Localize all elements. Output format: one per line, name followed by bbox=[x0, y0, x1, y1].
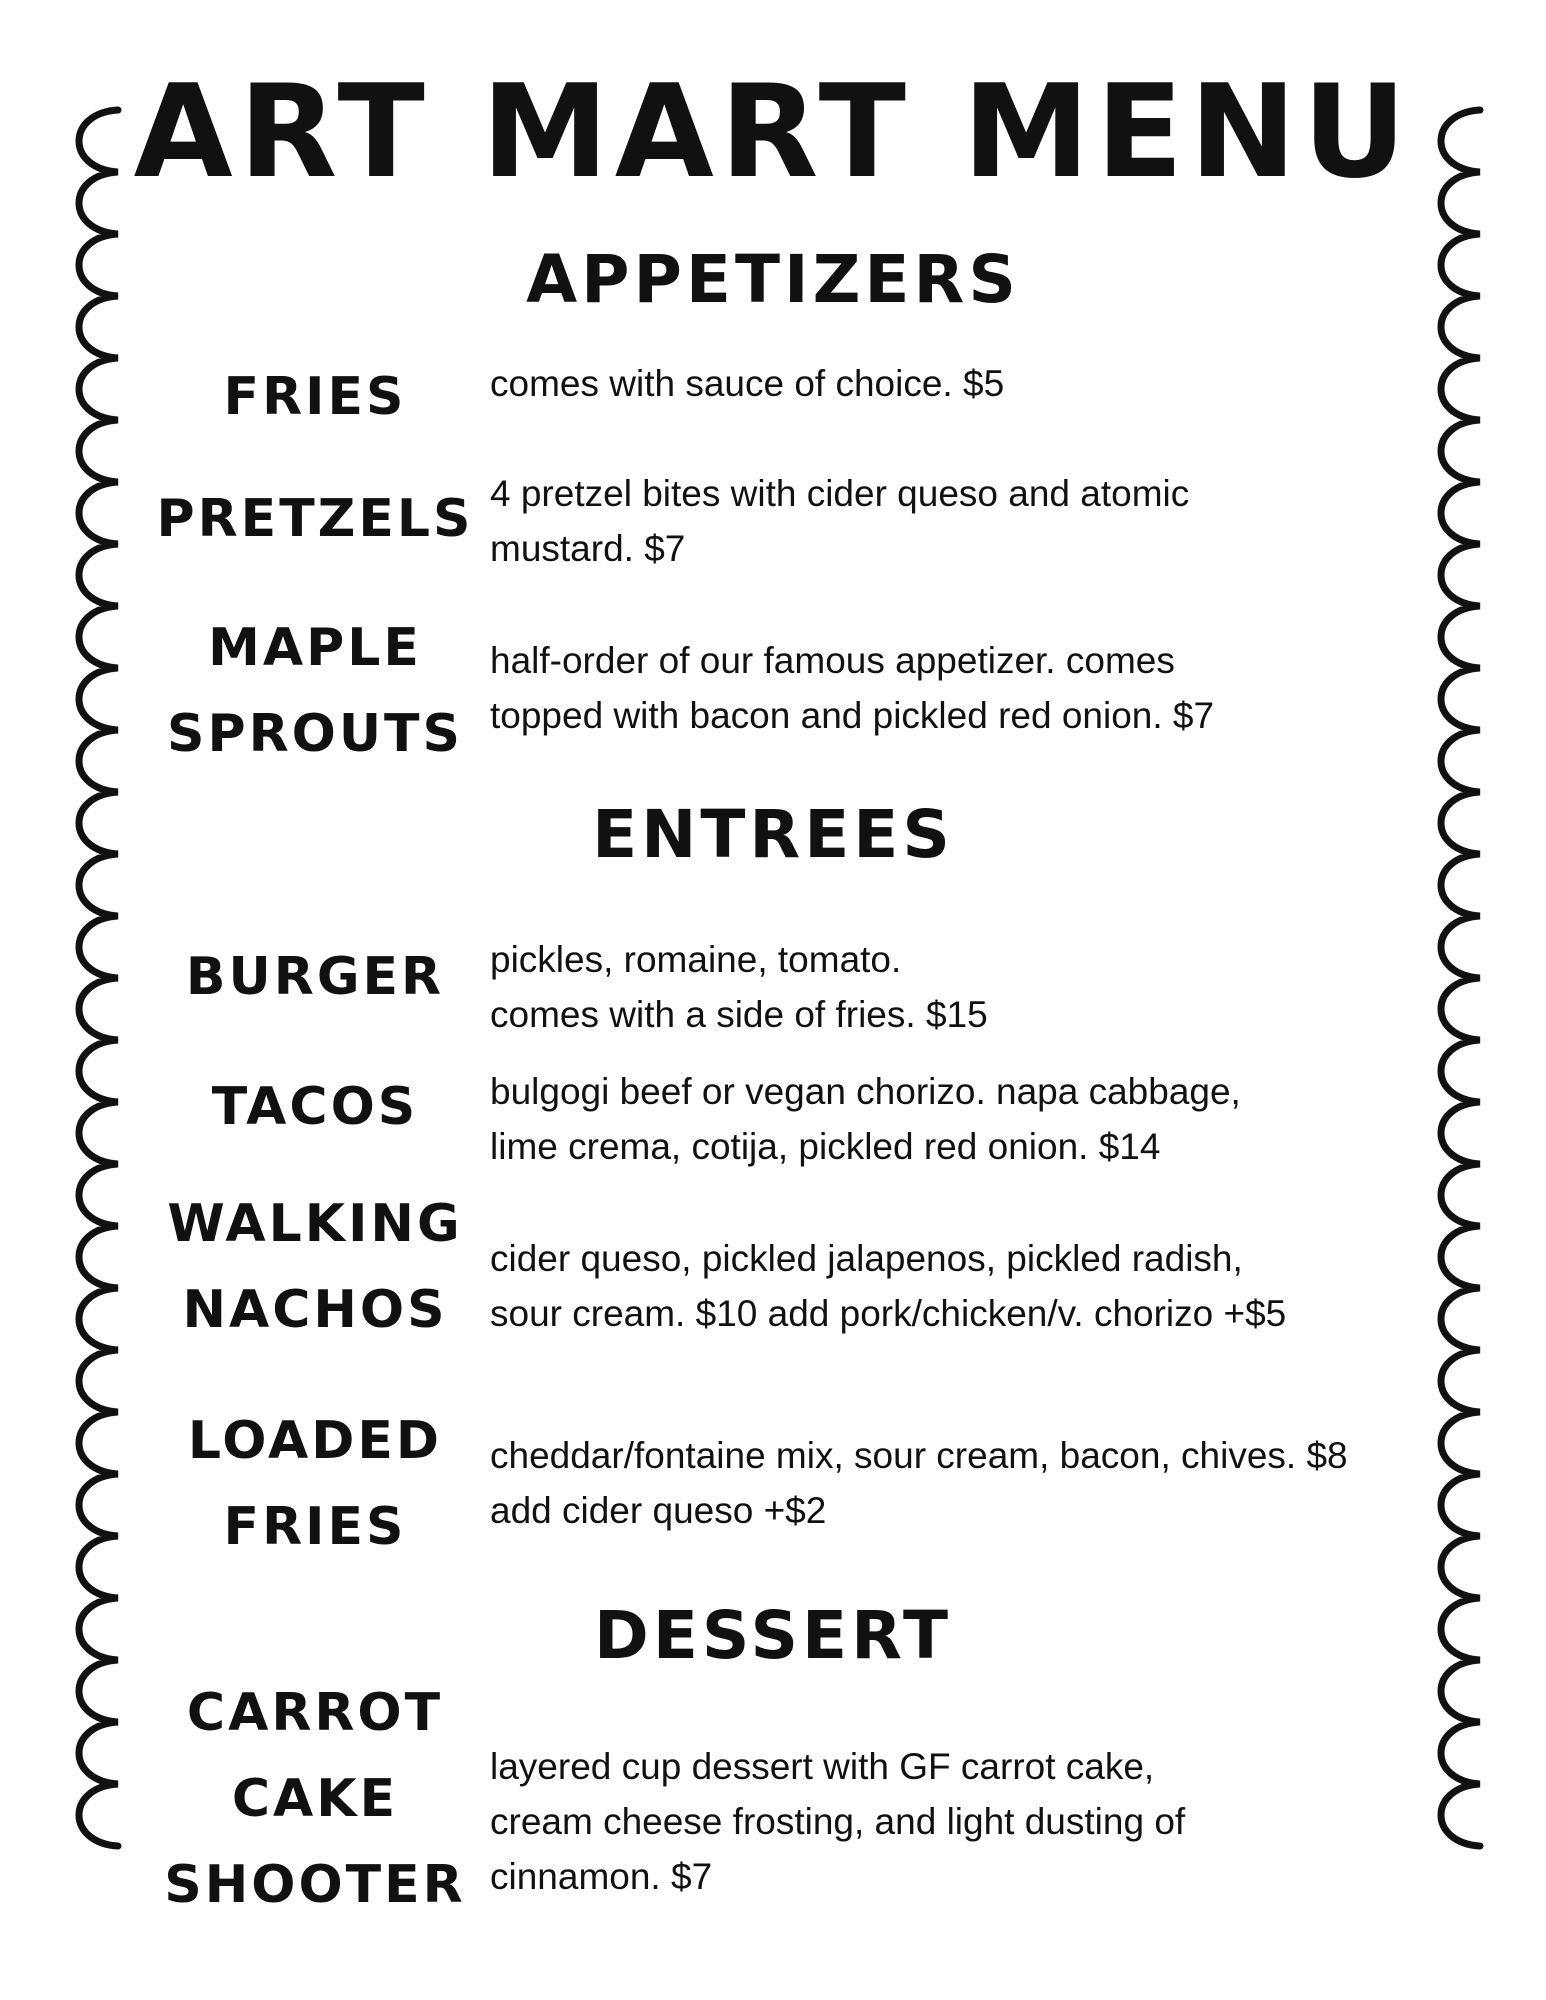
item-description-tacos: bulgogi beef or vegan chorizo. napa cabbage, lime crema, cotija, pickled red onion. $14 bbox=[490, 1071, 1241, 1167]
wavy-line bbox=[79, 110, 118, 1846]
item-description-loaded-fries: cheddar/fontaine mix, sour cream, bacon, chives. $8 add cider queso +$2 bbox=[490, 1435, 1348, 1531]
item-name-walking-nachos: WALKING NACHOS bbox=[167, 1194, 463, 1340]
item-description-fries: comes with sauce of choice. $5 bbox=[490, 363, 1005, 404]
item-description-walking-nachos: cider queso, pickled jalapenos, pickled radish, sour cream. $10 add pork/chicken/v. chorizo +$5 bbox=[490, 1238, 1287, 1334]
item-name-maple-sprouts: MAPLE SPROUTS bbox=[167, 618, 463, 764]
item-description-pretzels: 4 pretzel bites with cider queso and atomic mustard. $7 bbox=[490, 473, 1190, 569]
item-name-loaded-fries: LOADED FRIES bbox=[187, 1411, 443, 1557]
item-name-tacos: TACOS bbox=[211, 1077, 419, 1137]
item-description-burger: pickles, romaine, tomato. comes with a side of fries. $15 bbox=[490, 939, 988, 1035]
section-heading-entrees: ENTREES bbox=[592, 796, 954, 873]
section-heading-dessert: DESSERT bbox=[594, 1597, 952, 1674]
item-description-maple-sprouts: half-order of our famous appetizer. comes topped with bacon and pickled red onion. $7 bbox=[490, 640, 1215, 736]
section-heading-appetizers: APPETIZERS bbox=[526, 241, 1020, 318]
item-name-burger: BURGER bbox=[185, 947, 445, 1007]
menu-title: ART MART MENU bbox=[133, 58, 1413, 207]
item-name-pretzels: PRETZELS bbox=[156, 489, 474, 549]
item-description-carrot-cake-shooter: layered cup dessert with GF carrot cake, cream cheese frosting, and light dusting of cinnamon. $7 bbox=[490, 1746, 1186, 1897]
item-name-carrot-cake-shooter: CARROT CAKE SHOOTER bbox=[164, 1683, 466, 1915]
item-name-fries: FRIES bbox=[223, 367, 407, 427]
